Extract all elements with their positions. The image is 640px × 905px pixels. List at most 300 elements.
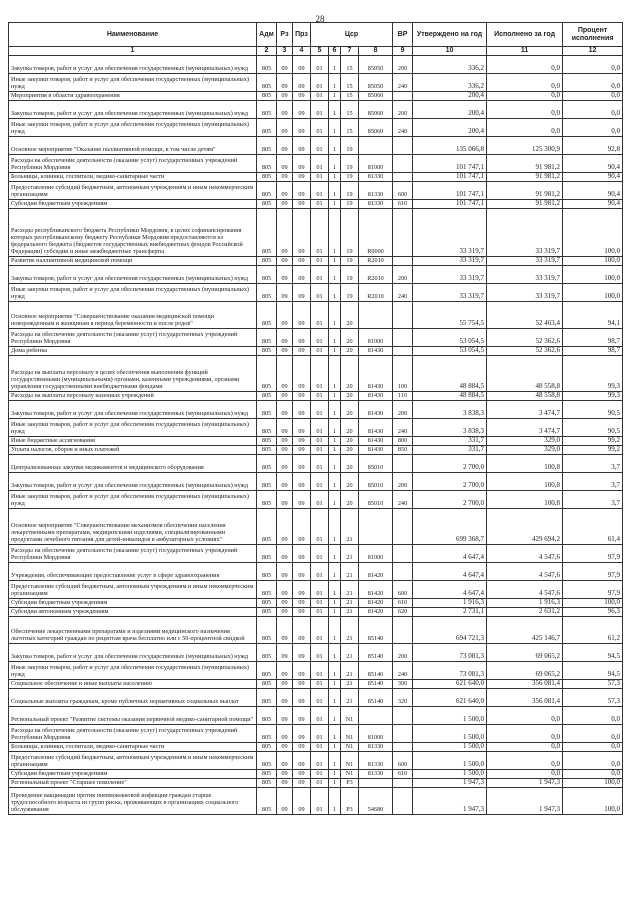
row-name-cell: Основное мероприятие "Совершенствование механизмов обеспечения населения лекарственными препаратами, медицинскими изделиями, специализированными продуктами лечебного питания для детей-инвалидов в амбулаторных условиях" bbox=[9, 509, 257, 545]
row-name-cell: Расходы на выплаты персоналу казенных учреждений bbox=[9, 392, 257, 401]
csr-code-cell: 85060 bbox=[359, 101, 393, 119]
row-name-cell: Основное мероприятие "Оказание паллиативной помощи, в том числе детям" bbox=[9, 137, 257, 155]
rz-cell: 09 bbox=[277, 563, 293, 581]
adm-cell: 805 bbox=[257, 155, 277, 173]
adm-cell: 805 bbox=[257, 509, 277, 545]
csr-part-cell: 01 bbox=[311, 155, 329, 173]
executed-amount-cell: 429 694,2 bbox=[487, 509, 563, 545]
planned-amount-cell: 621 640,0 bbox=[413, 689, 487, 707]
adm-cell: 805 bbox=[257, 455, 277, 473]
planned-amount-cell: 694 721,3 bbox=[413, 617, 487, 644]
csr-part-cell: 1 bbox=[329, 173, 341, 182]
percent-cell: 0,0 bbox=[563, 74, 623, 92]
rz-cell: 09 bbox=[277, 419, 293, 437]
vr-cell: 240 bbox=[393, 662, 413, 680]
adm-cell: 805 bbox=[257, 581, 277, 599]
table-row bbox=[9, 599, 623, 608]
csr-code-cell bbox=[359, 509, 393, 545]
rz-cell: 09 bbox=[277, 302, 293, 329]
vr-cell: 620 bbox=[393, 608, 413, 617]
table-row bbox=[9, 209, 623, 257]
csr-part-cell: 1 bbox=[329, 101, 341, 119]
vr-cell: 600 bbox=[393, 581, 413, 599]
table-row bbox=[9, 137, 623, 155]
executed-amount-cell: 91 981,2 bbox=[487, 182, 563, 200]
rz-cell: 09 bbox=[277, 74, 293, 92]
executed-amount-cell: 52 362,6 bbox=[487, 347, 563, 356]
header-vr: ВР bbox=[393, 23, 413, 47]
table-row bbox=[9, 155, 623, 173]
csr-part-cell: 01 bbox=[311, 74, 329, 92]
rz-cell: 09 bbox=[277, 662, 293, 680]
header-executed: Исполнено за год bbox=[487, 23, 563, 47]
rz-cell: 09 bbox=[277, 599, 293, 608]
csr-code-cell: 81000 bbox=[359, 725, 393, 743]
percent-cell: 3,7 bbox=[563, 473, 623, 491]
csr-part-cell: 21 bbox=[341, 617, 359, 644]
row-name-cell: Субсидии автономным учреждениям bbox=[9, 608, 257, 617]
row-name-cell: Больницы, клиники, госпитали, медико-санитарные части bbox=[9, 173, 257, 182]
planned-amount-cell: 73 081,3 bbox=[413, 662, 487, 680]
csr-part-cell: 15 bbox=[341, 101, 359, 119]
row-name-cell: Мероприятия в области здравоохранения bbox=[9, 92, 257, 101]
vr-cell: 610 bbox=[393, 200, 413, 209]
csr-part-cell: 01 bbox=[311, 662, 329, 680]
vr-cell bbox=[393, 257, 413, 266]
executed-amount-cell: 48 558,8 bbox=[487, 356, 563, 392]
prz-cell: 09 bbox=[293, 257, 311, 266]
csr-part-cell: 01 bbox=[311, 455, 329, 473]
percent-cell: 90,5 bbox=[563, 419, 623, 437]
adm-cell: 805 bbox=[257, 92, 277, 101]
percent-cell: 61,4 bbox=[563, 509, 623, 545]
vr-cell bbox=[393, 302, 413, 329]
table-row bbox=[9, 401, 623, 419]
adm-cell: 805 bbox=[257, 473, 277, 491]
planned-amount-cell: 3 838,3 bbox=[413, 401, 487, 419]
adm-cell: 805 bbox=[257, 56, 277, 74]
table-row bbox=[9, 266, 623, 284]
adm-cell: 805 bbox=[257, 329, 277, 347]
executed-amount-cell: 100,8 bbox=[487, 491, 563, 509]
csr-code-cell: R2010 bbox=[359, 257, 393, 266]
col-number: 3 bbox=[277, 47, 293, 56]
table-row bbox=[9, 707, 623, 725]
planned-amount-cell: 336,2 bbox=[413, 74, 487, 92]
percent-cell: 98,7 bbox=[563, 329, 623, 347]
csr-code-cell: 81420 bbox=[359, 599, 393, 608]
prz-cell: 09 bbox=[293, 509, 311, 545]
row-name-cell: Уплата налогов, сборов и иных платежей bbox=[9, 446, 257, 455]
table-row bbox=[9, 644, 623, 662]
csr-part-cell: 20 bbox=[341, 437, 359, 446]
table-row bbox=[9, 284, 623, 302]
csr-code-cell: 81330 bbox=[359, 182, 393, 200]
csr-part-cell: 01 bbox=[311, 257, 329, 266]
adm-cell: 805 bbox=[257, 266, 277, 284]
csr-part-cell: 15 bbox=[341, 74, 359, 92]
csr-part-cell: 1 bbox=[329, 266, 341, 284]
adm-cell: 805 bbox=[257, 725, 277, 743]
vr-cell bbox=[393, 788, 413, 815]
table-row bbox=[9, 56, 623, 74]
csr-part-cell: 01 bbox=[311, 743, 329, 752]
vr-cell bbox=[393, 563, 413, 581]
percent-cell: 97,9 bbox=[563, 563, 623, 581]
executed-amount-cell: 0,0 bbox=[487, 56, 563, 74]
adm-cell: 805 bbox=[257, 437, 277, 446]
row-name-cell: Учреждения, обеспечивающие предоставление услуг в сфере здравоохранения bbox=[9, 563, 257, 581]
table-row bbox=[9, 779, 623, 788]
rz-cell: 09 bbox=[277, 608, 293, 617]
row-name-cell: Основное мероприятие "Совершенствование оказания медицинской помощи новорожденным и женщинам в период беременности и после родов" bbox=[9, 302, 257, 329]
row-name-cell: Иные закупки товаров, работ и услуг для обеспечения государственных (муниципальных) нужд bbox=[9, 662, 257, 680]
csr-part-cell: 1 bbox=[329, 200, 341, 209]
vr-cell: 200 bbox=[393, 101, 413, 119]
csr-code-cell: 81330 bbox=[359, 743, 393, 752]
adm-cell: 805 bbox=[257, 401, 277, 419]
vr-cell: 100 bbox=[393, 356, 413, 392]
planned-amount-cell: 4 647,4 bbox=[413, 581, 487, 599]
row-name-cell: Субсидии бюджетным учреждениям bbox=[9, 599, 257, 608]
rz-cell: 09 bbox=[277, 680, 293, 689]
executed-amount-cell: 69 065,2 bbox=[487, 662, 563, 680]
vr-cell: 110 bbox=[393, 392, 413, 401]
vr-cell bbox=[393, 329, 413, 347]
planned-amount-cell: 200,4 bbox=[413, 119, 487, 137]
csr-code-cell: 81330 bbox=[359, 173, 393, 182]
csr-part-cell: 20 bbox=[341, 401, 359, 419]
csr-part-cell: 1 bbox=[329, 257, 341, 266]
row-name-cell: Дома ребенка bbox=[9, 347, 257, 356]
csr-part-cell: 1 bbox=[329, 599, 341, 608]
rz-cell: 09 bbox=[277, 491, 293, 509]
csr-code-cell: 81430 bbox=[359, 437, 393, 446]
csr-part-cell: 1 bbox=[329, 608, 341, 617]
adm-cell: 805 bbox=[257, 446, 277, 455]
csr-part-cell: 20 bbox=[341, 329, 359, 347]
prz-cell: 09 bbox=[293, 581, 311, 599]
vr-cell: 200 bbox=[393, 473, 413, 491]
executed-amount-cell: 91 981,2 bbox=[487, 155, 563, 173]
csr-part-cell: 1 bbox=[329, 356, 341, 392]
planned-amount-cell: 101 747,1 bbox=[413, 155, 487, 173]
csr-part-cell: 01 bbox=[311, 509, 329, 545]
prz-cell: 09 bbox=[293, 284, 311, 302]
planned-amount-cell: 200,4 bbox=[413, 101, 487, 119]
rz-cell: 09 bbox=[277, 455, 293, 473]
percent-cell: 94,5 bbox=[563, 662, 623, 680]
row-name-cell: Закупка товаров, работ и услуг для обеспечения государственных (муниципальных) нужд bbox=[9, 473, 257, 491]
planned-amount-cell: 4 647,4 bbox=[413, 563, 487, 581]
prz-cell: 09 bbox=[293, 347, 311, 356]
planned-amount-cell: 1 500,0 bbox=[413, 752, 487, 770]
vr-cell: 610 bbox=[393, 599, 413, 608]
prz-cell: 09 bbox=[293, 173, 311, 182]
csr-part-cell: 20 bbox=[341, 392, 359, 401]
row-name-cell: Расходы на обеспечение деятельности (оказание услуг) государственных учреждений Республики Мордовия bbox=[9, 545, 257, 563]
csr-part-cell: 19 bbox=[341, 209, 359, 257]
csr-part-cell: 1 bbox=[329, 92, 341, 101]
executed-amount-cell: 33 319,7 bbox=[487, 284, 563, 302]
csr-part-cell: 1 bbox=[329, 119, 341, 137]
rz-cell: 09 bbox=[277, 257, 293, 266]
csr-part-cell: 20 bbox=[341, 302, 359, 329]
adm-cell: 805 bbox=[257, 356, 277, 392]
prz-cell: 09 bbox=[293, 788, 311, 815]
prz-cell: 09 bbox=[293, 608, 311, 617]
row-name-cell: Социальные выплаты гражданам, кроме публичных нормативных социальных выплат bbox=[9, 689, 257, 707]
planned-amount-cell: 1 500,0 bbox=[413, 725, 487, 743]
csr-part-cell: 01 bbox=[311, 644, 329, 662]
executed-amount-cell: 33 319,7 bbox=[487, 257, 563, 266]
adm-cell: 805 bbox=[257, 392, 277, 401]
csr-part-cell: 1 bbox=[329, 209, 341, 257]
rz-cell: 09 bbox=[277, 509, 293, 545]
csr-part-cell: 01 bbox=[311, 545, 329, 563]
executed-amount-cell: 0,0 bbox=[487, 74, 563, 92]
percent-cell: 0,0 bbox=[563, 119, 623, 137]
table-row bbox=[9, 419, 623, 437]
rz-cell: 09 bbox=[277, 173, 293, 182]
prz-cell: 09 bbox=[293, 92, 311, 101]
csr-part-cell: 01 bbox=[311, 56, 329, 74]
executed-amount-cell: 0,0 bbox=[487, 92, 563, 101]
csr-part-cell: 20 bbox=[341, 473, 359, 491]
csr-part-cell: 1 bbox=[329, 779, 341, 788]
csr-part-cell: 1 bbox=[329, 155, 341, 173]
percent-cell: 90,4 bbox=[563, 182, 623, 200]
percent-cell: 61,2 bbox=[563, 617, 623, 644]
planned-amount-cell: 1 947,3 bbox=[413, 779, 487, 788]
table-row bbox=[9, 608, 623, 617]
table-row bbox=[9, 770, 623, 779]
col-number: 6 bbox=[329, 47, 341, 56]
table-row bbox=[9, 509, 623, 545]
percent-cell: 0,0 bbox=[563, 743, 623, 752]
csr-part-cell: 01 bbox=[311, 473, 329, 491]
planned-amount-cell: 53 054,5 bbox=[413, 347, 487, 356]
csr-code-cell: 81420 bbox=[359, 563, 393, 581]
csr-part-cell: 21 bbox=[341, 662, 359, 680]
planned-amount-cell: 1 947,3 bbox=[413, 788, 487, 815]
table-row bbox=[9, 257, 623, 266]
col-number: 9 bbox=[393, 47, 413, 56]
planned-amount-cell: 73 081,3 bbox=[413, 644, 487, 662]
executed-amount-cell: 1 947,3 bbox=[487, 779, 563, 788]
vr-cell: 320 bbox=[393, 689, 413, 707]
csr-part-cell: 1 bbox=[329, 329, 341, 347]
vr-cell bbox=[393, 347, 413, 356]
executed-amount-cell: 1 947,3 bbox=[487, 788, 563, 815]
csr-code-cell: 81420 bbox=[359, 608, 393, 617]
csr-part-cell: 01 bbox=[311, 173, 329, 182]
budget-execution-table bbox=[8, 22, 623, 815]
col-number: 5 bbox=[311, 47, 329, 56]
executed-amount-cell: 356 081,4 bbox=[487, 680, 563, 689]
csr-part-cell: 01 bbox=[311, 401, 329, 419]
adm-cell: 805 bbox=[257, 608, 277, 617]
rz-cell: 09 bbox=[277, 401, 293, 419]
row-name-cell: Расходы на обеспечение деятельности (оказание услуг) государственных учреждений Республики Мордовия bbox=[9, 725, 257, 743]
prz-cell: 09 bbox=[293, 752, 311, 770]
vr-cell bbox=[393, 509, 413, 545]
table-row bbox=[9, 446, 623, 455]
rz-cell: 09 bbox=[277, 137, 293, 155]
csr-code-cell: 85050 bbox=[359, 56, 393, 74]
csr-part-cell: 20 bbox=[341, 446, 359, 455]
prz-cell: 09 bbox=[293, 56, 311, 74]
rz-cell: 09 bbox=[277, 266, 293, 284]
prz-cell: 09 bbox=[293, 644, 311, 662]
prz-cell: 09 bbox=[293, 779, 311, 788]
csr-part-cell: 19 bbox=[341, 182, 359, 200]
table-row bbox=[9, 92, 623, 101]
csr-code-cell: 81000 bbox=[359, 155, 393, 173]
rz-cell: 09 bbox=[277, 284, 293, 302]
percent-cell: 0,0 bbox=[563, 725, 623, 743]
csr-part-cell: 01 bbox=[311, 689, 329, 707]
vr-cell bbox=[393, 137, 413, 155]
column-number-row bbox=[9, 47, 623, 56]
col-number: 12 bbox=[563, 47, 623, 56]
table-row bbox=[9, 689, 623, 707]
csr-part-cell: 01 bbox=[311, 680, 329, 689]
percent-cell: 94,5 bbox=[563, 644, 623, 662]
executed-amount-cell: 100,8 bbox=[487, 473, 563, 491]
prz-cell: 09 bbox=[293, 101, 311, 119]
executed-amount-cell: 52 362,6 bbox=[487, 329, 563, 347]
executed-amount-cell: 3 474,7 bbox=[487, 401, 563, 419]
vr-cell: 850 bbox=[393, 446, 413, 455]
rz-cell: 09 bbox=[277, 209, 293, 257]
csr-part-cell: 1 bbox=[329, 725, 341, 743]
row-name-cell: Расходы на выплаты персоналу в целях обеспечения выполнения функций государственными (муниципальными) органами, казенными учреждениями, органами управления государственными внебюджетными фондами bbox=[9, 356, 257, 392]
row-name-cell: Закупка товаров, работ и услуг для обеспечения государственных (муниципальных) нужд bbox=[9, 644, 257, 662]
planned-amount-cell: 2 731,1 bbox=[413, 608, 487, 617]
csr-part-cell: 21 bbox=[341, 644, 359, 662]
csr-part-cell: N1 bbox=[341, 725, 359, 743]
table-row bbox=[9, 581, 623, 599]
csr-part-cell: 21 bbox=[341, 563, 359, 581]
csr-part-cell: 1 bbox=[329, 707, 341, 725]
csr-part-cell: 01 bbox=[311, 725, 329, 743]
csr-part-cell: 01 bbox=[311, 200, 329, 209]
header-name: Наименование bbox=[9, 23, 257, 47]
csr-code-cell: 81430 bbox=[359, 392, 393, 401]
rz-cell: 09 bbox=[277, 356, 293, 392]
csr-part-cell: 01 bbox=[311, 137, 329, 155]
csr-part-cell: 01 bbox=[311, 437, 329, 446]
executed-amount-cell: 0,0 bbox=[487, 119, 563, 137]
percent-cell: 100,0 bbox=[563, 209, 623, 257]
adm-cell: 805 bbox=[257, 257, 277, 266]
csr-code-cell: 85140 bbox=[359, 644, 393, 662]
executed-amount-cell: 329,0 bbox=[487, 437, 563, 446]
csr-part-cell: 01 bbox=[311, 581, 329, 599]
row-name-cell: Расходы на обеспечение деятельности (оказание услуг) государственных учреждений Республики Мордовия bbox=[9, 329, 257, 347]
rz-cell: 09 bbox=[277, 473, 293, 491]
csr-part-cell: 19 bbox=[341, 284, 359, 302]
prz-cell: 09 bbox=[293, 200, 311, 209]
percent-cell: 99,3 bbox=[563, 356, 623, 392]
executed-amount-cell: 329,0 bbox=[487, 446, 563, 455]
col-number: 1 bbox=[9, 47, 257, 56]
csr-part-cell: 21 bbox=[341, 509, 359, 545]
page-number: 28 bbox=[315, 14, 325, 24]
csr-code-cell bbox=[359, 137, 393, 155]
percent-cell: 92,8 bbox=[563, 137, 623, 155]
csr-part-cell: 01 bbox=[311, 608, 329, 617]
vr-cell bbox=[393, 92, 413, 101]
vr-cell bbox=[393, 545, 413, 563]
csr-part-cell: N1 bbox=[341, 743, 359, 752]
csr-code-cell: 85140 bbox=[359, 689, 393, 707]
csr-code-cell bbox=[359, 779, 393, 788]
prz-cell: 09 bbox=[293, 356, 311, 392]
row-name-cell: Централизованные закупки медикаментов и медицинского оборудования bbox=[9, 455, 257, 473]
csr-code-cell bbox=[359, 302, 393, 329]
adm-cell: 805 bbox=[257, 743, 277, 752]
csr-part-cell: 15 bbox=[341, 92, 359, 101]
rz-cell: 09 bbox=[277, 155, 293, 173]
csr-code-cell: 85010 bbox=[359, 455, 393, 473]
header-adm: Адм bbox=[257, 23, 277, 47]
rz-cell: 09 bbox=[277, 329, 293, 347]
percent-cell: 0,0 bbox=[563, 92, 623, 101]
csr-code-cell: 85140 bbox=[359, 662, 393, 680]
csr-part-cell: 1 bbox=[329, 56, 341, 74]
percent-cell: 0,0 bbox=[563, 770, 623, 779]
csr-code-cell: 85060 bbox=[359, 92, 393, 101]
col-number: 2 bbox=[257, 47, 277, 56]
csr-part-cell: 1 bbox=[329, 446, 341, 455]
table-row bbox=[9, 455, 623, 473]
vr-cell bbox=[393, 173, 413, 182]
executed-amount-cell: 0,0 bbox=[487, 752, 563, 770]
csr-part-cell: 1 bbox=[329, 302, 341, 329]
row-name-cell: Региональный проект "Развитие системы оказания первичной медико-санитарной помощи" bbox=[9, 707, 257, 725]
executed-amount-cell: 0,0 bbox=[487, 101, 563, 119]
adm-cell: 805 bbox=[257, 119, 277, 137]
csr-part-cell: 1 bbox=[329, 752, 341, 770]
vr-cell: 240 bbox=[393, 119, 413, 137]
rz-cell: 09 bbox=[277, 752, 293, 770]
prz-cell: 09 bbox=[293, 455, 311, 473]
adm-cell: 805 bbox=[257, 788, 277, 815]
percent-cell: 90,4 bbox=[563, 200, 623, 209]
planned-amount-cell: 2 700,0 bbox=[413, 473, 487, 491]
table-header-row bbox=[9, 23, 623, 47]
prz-cell: 09 bbox=[293, 770, 311, 779]
table-row bbox=[9, 74, 623, 92]
rz-cell: 09 bbox=[277, 119, 293, 137]
planned-amount-cell: 101 747,1 bbox=[413, 182, 487, 200]
adm-cell: 805 bbox=[257, 284, 277, 302]
vr-cell: 600 bbox=[393, 182, 413, 200]
planned-amount-cell: 1 500,0 bbox=[413, 743, 487, 752]
csr-part-cell: 1 bbox=[329, 617, 341, 644]
csr-part-cell: 19 bbox=[341, 266, 359, 284]
executed-amount-cell: 356 081,4 bbox=[487, 689, 563, 707]
percent-cell: 57,3 bbox=[563, 689, 623, 707]
percent-cell: 97,9 bbox=[563, 545, 623, 563]
planned-amount-cell: 48 884,5 bbox=[413, 356, 487, 392]
csr-code-cell: 81430 bbox=[359, 446, 393, 455]
planned-amount-cell: 1 500,0 bbox=[413, 707, 487, 725]
prz-cell: 09 bbox=[293, 689, 311, 707]
csr-part-cell: 1 bbox=[329, 419, 341, 437]
